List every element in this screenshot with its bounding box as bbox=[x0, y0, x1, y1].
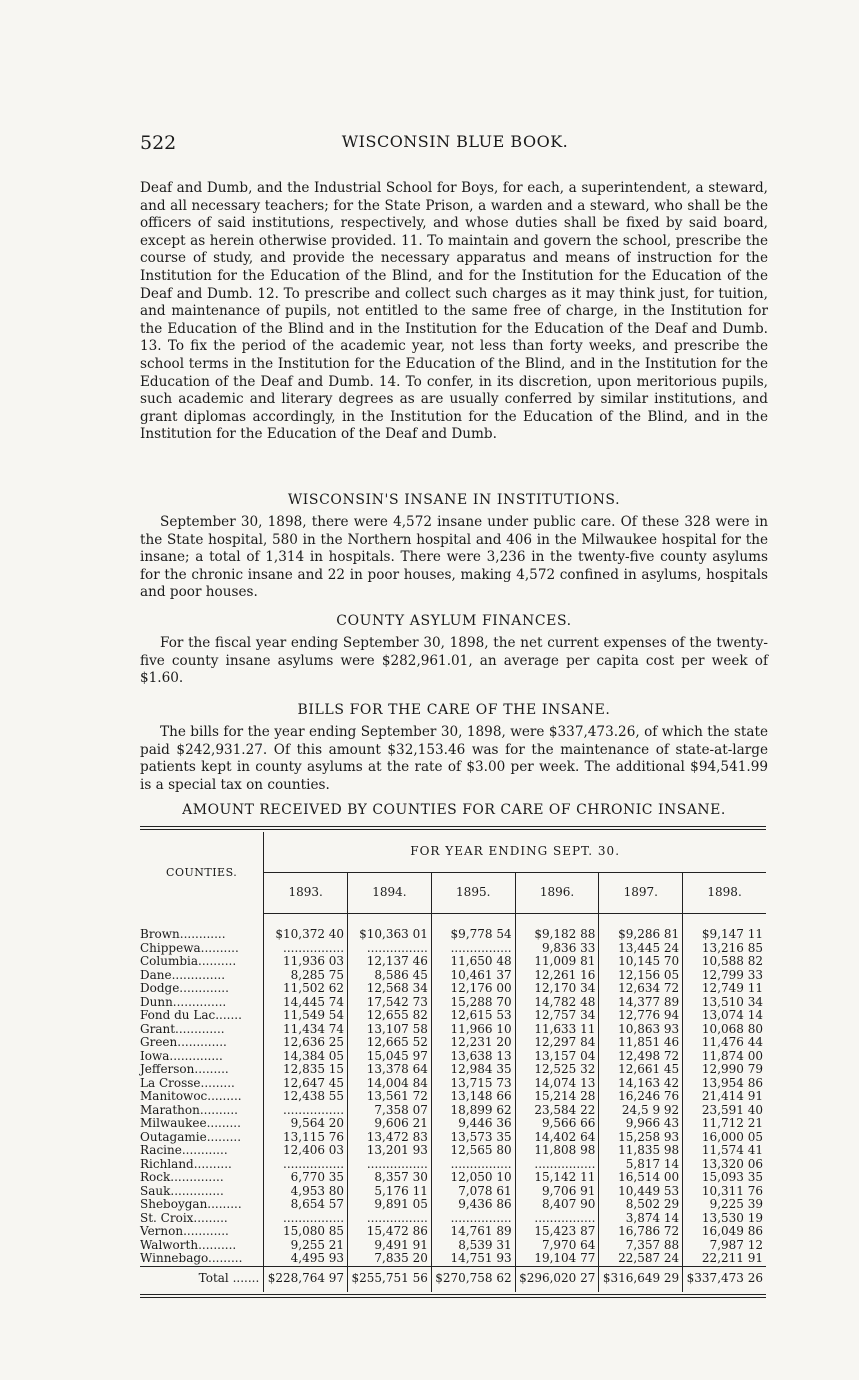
amount-cell: 12,170 34 bbox=[515, 982, 599, 996]
amount-cell: 12,156 05 bbox=[599, 969, 683, 983]
amount-cell: 23,591 40 bbox=[701, 1102, 763, 1117]
county-name: Winnebago......... bbox=[140, 1252, 264, 1266]
county-name: Sauk.............. bbox=[140, 1185, 264, 1199]
county-name: Walworth.......... bbox=[140, 1239, 264, 1253]
table-row bbox=[140, 1185, 766, 1199]
amount-cell: 16,246 76 bbox=[599, 1090, 683, 1104]
amount-cell: 12,799 33 bbox=[701, 967, 763, 982]
amount-cell: ................ bbox=[431, 1212, 515, 1226]
amount-cell: 3,874 14 bbox=[599, 1212, 683, 1226]
table-row bbox=[140, 942, 766, 956]
table-row bbox=[140, 928, 766, 942]
amount-cell: 11,712 21 bbox=[701, 1116, 763, 1130]
amount-cell: 12,647 45 bbox=[264, 1077, 348, 1091]
table-row bbox=[140, 969, 766, 983]
county-name: La Crosse......... bbox=[140, 1077, 264, 1091]
table-top-rule bbox=[140, 826, 766, 827]
amount-cell: 12,757 34 bbox=[515, 1009, 599, 1023]
amount-cell: 12,749 11 bbox=[701, 981, 763, 995]
amount-cell: 9,436 86 bbox=[431, 1198, 515, 1212]
table-row bbox=[140, 1063, 766, 1077]
amount-cell: ................ bbox=[264, 1104, 348, 1118]
amount-cell: 12,050 10 bbox=[431, 1171, 515, 1185]
amount-cell: 12,636 25 bbox=[264, 1036, 348, 1050]
amount-cell: 12,498 72 bbox=[599, 1050, 683, 1064]
amount-cell: 10,311 76 bbox=[701, 1183, 763, 1198]
amount-cell: 9,255 21 bbox=[264, 1239, 348, 1253]
amount-cell: 16,786 72 bbox=[599, 1225, 683, 1239]
amount-cell: 10,863 93 bbox=[599, 1023, 683, 1037]
amount-cell: 14,163 42 bbox=[599, 1077, 683, 1091]
amount-cell: 7,358 07 bbox=[348, 1104, 432, 1118]
total-label: Total ....... bbox=[140, 1266, 264, 1292]
amount-cell: 9,491 91 bbox=[348, 1239, 432, 1253]
amount-cell: 12,568 34 bbox=[348, 982, 432, 996]
amount-cell: 9,564 20 bbox=[264, 1117, 348, 1131]
amount-cell: 13,510 34 bbox=[701, 994, 763, 1009]
amount-cell: 13,157 04 bbox=[515, 1050, 599, 1064]
county-name: Dunn.............. bbox=[140, 996, 264, 1010]
amount-cell: 5,176 11 bbox=[348, 1185, 432, 1199]
amount-cell: ................ bbox=[515, 1212, 599, 1226]
amount-cell: 16,000 05 bbox=[701, 1129, 763, 1144]
amount-cell: 13,201 93 bbox=[348, 1144, 432, 1158]
amount-cell: 11,808 98 bbox=[515, 1144, 599, 1158]
amount-cell: 9,446 36 bbox=[431, 1117, 515, 1131]
amount-cell: 15,142 11 bbox=[515, 1171, 599, 1185]
amount-cell: 10,461 37 bbox=[431, 969, 515, 983]
amount-cell: ................ bbox=[264, 1212, 348, 1226]
amount-cell: 12,261 16 bbox=[515, 969, 599, 983]
amount-cell: 11,835 98 bbox=[599, 1144, 683, 1158]
amount-cell: 12,297 84 bbox=[515, 1036, 599, 1050]
amount-cell: 13,954 86 bbox=[701, 1075, 763, 1090]
amount-cell: ................ bbox=[348, 1158, 432, 1172]
amount-cell: 14,377 89 bbox=[599, 996, 683, 1010]
amount-cell: 12,137 46 bbox=[348, 955, 432, 969]
amount-cell: 22,587 24 bbox=[599, 1252, 683, 1266]
table-row bbox=[140, 1117, 766, 1131]
amount-cell: 8,586 45 bbox=[348, 969, 432, 983]
amount-cell: 12,634 72 bbox=[599, 982, 683, 996]
amount-cell: ................ bbox=[264, 942, 348, 956]
table-title: AMOUNT RECEIVED BY COUNTIES FOR CARE OF CHRONIC INSANE. bbox=[182, 802, 726, 818]
amount-cell: 11,650 48 bbox=[431, 955, 515, 969]
amount-cell: 9,706 91 bbox=[515, 1185, 599, 1199]
table-body bbox=[140, 914, 766, 1267]
county-name: Richland.......... bbox=[140, 1158, 264, 1172]
amount-cell: 14,004 84 bbox=[348, 1077, 432, 1091]
paragraph-county-asylum-finances: For the fiscal year ending September 30, 1898, the net current expenses of the twenty-five county insane asylums were $282,961.01, an average per capita cost per week of $1.60. bbox=[140, 635, 768, 687]
amount-cell: 12,835 15 bbox=[264, 1063, 348, 1077]
amount-cell: 15,288 70 bbox=[431, 996, 515, 1010]
table-row bbox=[140, 1077, 766, 1091]
amount-cell: 14,384 05 bbox=[264, 1050, 348, 1064]
table-row bbox=[140, 1225, 766, 1239]
amount-cell: 18,899 62 bbox=[431, 1104, 515, 1118]
county-name: St. Croix......... bbox=[140, 1212, 264, 1226]
amount-cell: 15,423 87 bbox=[515, 1225, 599, 1239]
amount-cell: 11,476 44 bbox=[701, 1035, 763, 1049]
year-header: 1897. bbox=[599, 873, 683, 914]
amount-cell: 15,214 28 bbox=[515, 1090, 599, 1104]
table-row bbox=[140, 1212, 766, 1226]
table-bottom-rule-2 bbox=[140, 1297, 766, 1298]
page-header bbox=[140, 132, 770, 162]
amount-cell: 13,445 24 bbox=[599, 942, 683, 956]
amount-cell: 15,093 35 bbox=[701, 1170, 763, 1184]
amount-cell: 14,782 48 bbox=[515, 996, 599, 1010]
amount-cell: 17,542 73 bbox=[348, 996, 432, 1010]
amount-cell: 12,615 53 bbox=[431, 1009, 515, 1023]
spacer-row bbox=[140, 914, 766, 929]
amount-cell: 13,573 35 bbox=[431, 1131, 515, 1145]
amount-cell: 10,068 80 bbox=[701, 1021, 763, 1036]
table-row bbox=[140, 1090, 766, 1104]
amount-cell: 24,5 9 92 bbox=[599, 1104, 683, 1118]
amount-cell: 12,176 00 bbox=[431, 982, 515, 996]
total-cell: $228,764 97 bbox=[264, 1266, 348, 1292]
paragraph-continued: Deaf and Dumb, and the Industrial School for Boys, for each, a superintendent, a steward, and all necessary teachers; for the State Prison, a warden and a steward, who shall be the officers of said institutions, respectively, and whose duties shall be fixed by said board, except as herein otherwise provided. 11. To maintain and govern the school, prescribe the course of study, and provide the necessary apparatus and means of instruction for the Institution for the Education of the Blind, and for the Institution for the Education of the Deaf and Dumb. 12. To prescribe and collect such charges as it may think just, for tuition, and maintenance of pupils, not entitled to the same free of charge, in the Institution for the Education of the Blind and in the Institution for the Education of the Deaf and Dumb. 13. To fix the period of the academic year, not less than forty weeks, and prescribe the school terms in the Institution for the Education of the Blind, and in the Institution for the Education of the Deaf and Dumb. 14. To confer, in its discretion, upon meritorious pupils, such academic and literary degrees as are usually conferred by similar institutions, and grant diplomas accordingly, in the Institution for the Education of the Blind, and in the Institution for the Education of the Deaf and Dumb. bbox=[140, 180, 768, 443]
county-name: Vernon............ bbox=[140, 1225, 264, 1239]
county-name: Rock.............. bbox=[140, 1171, 264, 1185]
paragraph-bills-care-insane: The bills for the year ending September 30, 1898, were $337,473.26, of which the state paid $242,931.27. Of this amount $32,153.46 was for the maintenance of state-at-large patients kept in county asylums at the rate of $3.00 per week. The additional $94,541.99 is a special tax on counties. bbox=[140, 724, 768, 793]
table-row bbox=[140, 1239, 766, 1253]
amount-cell: 11,549 54 bbox=[264, 1009, 348, 1023]
counties-header: COUNTIES. bbox=[140, 832, 264, 914]
amount-cell: $9,147 11 bbox=[701, 927, 763, 941]
amount-cell: 10,145 70 bbox=[599, 955, 683, 969]
county-name: Grant............. bbox=[140, 1023, 264, 1037]
amount-cell: 10,449 53 bbox=[599, 1185, 683, 1199]
amount-cell: 13,115 76 bbox=[264, 1131, 348, 1145]
amount-cell: 22,211 91 bbox=[701, 1251, 763, 1265]
amount-cell: 11,434 74 bbox=[264, 1023, 348, 1037]
amount-cell: 7,357 88 bbox=[599, 1239, 683, 1253]
county-name: Brown............ bbox=[140, 928, 264, 942]
chronic-insane-table bbox=[140, 832, 766, 1292]
amount-cell: 9,966 43 bbox=[599, 1117, 683, 1131]
amount-cell: 13,638 13 bbox=[431, 1050, 515, 1064]
amount-cell: 6,770 35 bbox=[264, 1171, 348, 1185]
amount-cell: 14,761 89 bbox=[431, 1225, 515, 1239]
amount-cell: 13,530 19 bbox=[701, 1210, 763, 1225]
total-cell: $255,751 56 bbox=[348, 1266, 432, 1292]
county-name: Iowa.............. bbox=[140, 1050, 264, 1064]
amount-cell: ................ bbox=[431, 942, 515, 956]
amount-cell: 7,970 64 bbox=[515, 1239, 599, 1253]
table-row bbox=[140, 1104, 766, 1118]
table-row bbox=[140, 996, 766, 1010]
table-row bbox=[140, 1252, 766, 1266]
amount-cell: 11,851 46 bbox=[599, 1036, 683, 1050]
amount-cell: 15,080 85 bbox=[264, 1225, 348, 1239]
county-name: Green............. bbox=[140, 1036, 264, 1050]
table-row bbox=[140, 1023, 766, 1037]
county-name: Dodge............. bbox=[140, 982, 264, 996]
amount-cell: 8,539 31 bbox=[431, 1239, 515, 1253]
amount-cell: $10,363 01 bbox=[348, 928, 432, 942]
total-cell: $337,473 26 bbox=[683, 1266, 766, 1292]
amount-cell: 11,009 81 bbox=[515, 955, 599, 969]
amount-cell: 11,874 00 bbox=[701, 1048, 763, 1063]
total-cell: $316,649 29 bbox=[599, 1266, 683, 1292]
amount-cell: 15,258 93 bbox=[599, 1131, 683, 1145]
county-name: Jefferson......... bbox=[140, 1063, 264, 1077]
amount-cell: 9,836 33 bbox=[515, 942, 599, 956]
amount-cell: 13,472 83 bbox=[348, 1131, 432, 1145]
amount-cell: 9,606 21 bbox=[348, 1117, 432, 1131]
amount-cell: 8,654 57 bbox=[264, 1198, 348, 1212]
county-name: Racine............ bbox=[140, 1144, 264, 1158]
running-title: WISCONSIN BLUE BOOK. bbox=[341, 132, 569, 151]
amount-cell: 19,104 77 bbox=[515, 1252, 599, 1266]
year-header: 1896. bbox=[515, 873, 599, 914]
amount-cell: 12,990 79 bbox=[701, 1062, 763, 1076]
amount-cell: 21,414 91 bbox=[701, 1089, 763, 1103]
amount-cell: 13,107 58 bbox=[348, 1023, 432, 1037]
amount-cell: 5,817 14 bbox=[599, 1158, 683, 1172]
amount-cell: 12,565 80 bbox=[431, 1144, 515, 1158]
table-row bbox=[140, 1131, 766, 1145]
table-row bbox=[140, 1036, 766, 1050]
county-name: Marathon.......... bbox=[140, 1104, 264, 1118]
table-row bbox=[140, 1144, 766, 1158]
heading-county-asylum-finances: COUNTY ASYLUM FINANCES. bbox=[336, 613, 572, 629]
heading-bills-care-insane: BILLS FOR THE CARE OF THE INSANE. bbox=[297, 702, 611, 718]
amount-cell: 4,953 80 bbox=[264, 1185, 348, 1199]
amount-cell: 11,633 11 bbox=[515, 1023, 599, 1037]
year-header: 1895. bbox=[431, 873, 515, 914]
amount-cell: $10,372 40 bbox=[264, 928, 348, 942]
amount-cell: 16,049 86 bbox=[701, 1224, 763, 1238]
amount-cell: 13,320 06 bbox=[701, 1156, 763, 1171]
amount-cell: 9,225 39 bbox=[709, 1197, 763, 1211]
amount-cell: 12,231 20 bbox=[431, 1036, 515, 1050]
paragraph-insane-in-institutions: September 30, 1898, there were 4,572 insane under public care. Of these 328 were in the State hospital, 580 in the Northern hospital and 406 in the Milwaukee hospital for the insane; a total of 1,314 in hospitals. There were 3,236 in the twenty-five county asylums for the chronic insane and 22 in poor houses, making 4,572 confined in asylums, hospitals and poor houses. bbox=[140, 514, 768, 601]
amount-cell: 12,406 03 bbox=[264, 1144, 348, 1158]
table-bottom-rule bbox=[140, 1294, 766, 1295]
amount-cell: 23,584 22 bbox=[515, 1104, 599, 1118]
amount-cell: 13,715 73 bbox=[431, 1077, 515, 1091]
amount-cell: ................ bbox=[431, 1158, 515, 1172]
amount-cell: ................ bbox=[348, 1212, 432, 1226]
amount-cell: $9,778 54 bbox=[431, 928, 515, 942]
amount-cell: $9,286 81 bbox=[599, 928, 683, 942]
amount-cell: 11,966 10 bbox=[431, 1023, 515, 1037]
amount-cell: ................ bbox=[264, 1158, 348, 1172]
county-name: Fond du Lac....... bbox=[140, 1009, 264, 1023]
page-number: 522 bbox=[140, 132, 177, 154]
total-cell: $270,758 62 bbox=[431, 1266, 515, 1292]
heading-insane-in-institutions: WISCONSIN'S INSANE IN INSTITUTIONS. bbox=[287, 492, 621, 508]
amount-cell: 13,074 14 bbox=[701, 1008, 763, 1022]
amount-cell: 7,078 61 bbox=[431, 1185, 515, 1199]
county-name: Milwaukee......... bbox=[140, 1117, 264, 1131]
total-row bbox=[140, 1266, 766, 1292]
amount-cell: 12,655 82 bbox=[348, 1009, 432, 1023]
amount-cell: 4,495 93 bbox=[264, 1252, 348, 1266]
table-row bbox=[140, 1171, 766, 1185]
table-row bbox=[140, 1050, 766, 1064]
county-name: Manitowoc......... bbox=[140, 1090, 264, 1104]
county-name: Sheboygan......... bbox=[140, 1198, 264, 1212]
amount-cell: 10,588 82 bbox=[701, 954, 763, 968]
year-header: 1898. bbox=[683, 873, 766, 914]
table-row bbox=[140, 1158, 766, 1172]
amount-cell: 8,407 90 bbox=[515, 1198, 599, 1212]
amount-cell: 12,984 35 bbox=[431, 1063, 515, 1077]
amount-cell: 8,285 75 bbox=[264, 969, 348, 983]
amount-cell: 16,514 00 bbox=[599, 1171, 683, 1185]
amount-cell: 8,357 30 bbox=[348, 1171, 432, 1185]
amount-cell: 12,438 55 bbox=[264, 1090, 348, 1104]
year-header: 1894. bbox=[348, 873, 432, 914]
year-ending-header: FOR YEAR ENDING SEPT. 30. bbox=[264, 832, 766, 873]
amount-cell: 11,574 41 bbox=[701, 1143, 763, 1157]
amount-cell: 9,891 05 bbox=[348, 1198, 432, 1212]
amount-cell: 14,074 13 bbox=[515, 1077, 599, 1091]
total-cell: $296,020 27 bbox=[515, 1266, 599, 1292]
amount-cell: 13,216 85 bbox=[701, 940, 763, 955]
amount-cell: ................ bbox=[348, 942, 432, 956]
amount-cell: 12,525 32 bbox=[515, 1063, 599, 1077]
amount-cell: ................ bbox=[515, 1158, 599, 1172]
county-name: Dane.............. bbox=[140, 969, 264, 983]
amount-cell: 13,148 66 bbox=[431, 1090, 515, 1104]
amount-cell: 7,987 12 bbox=[709, 1237, 763, 1252]
amount-cell: 12,665 52 bbox=[348, 1036, 432, 1050]
amount-cell: 9,566 66 bbox=[515, 1117, 599, 1131]
table-row bbox=[140, 1198, 766, 1212]
amount-cell: 12,776 94 bbox=[599, 1009, 683, 1023]
table-row bbox=[140, 955, 766, 969]
amount-cell: 14,402 64 bbox=[515, 1131, 599, 1145]
table-top-rule-2 bbox=[140, 829, 766, 830]
amount-cell: 13,561 72 bbox=[348, 1090, 432, 1104]
amount-cell: 15,045 97 bbox=[348, 1050, 432, 1064]
county-name: Columbia.......... bbox=[140, 955, 264, 969]
amount-cell: 7,835 20 bbox=[348, 1252, 432, 1266]
amount-cell: 13,378 64 bbox=[348, 1063, 432, 1077]
amount-cell: 12,661 45 bbox=[599, 1063, 683, 1077]
amount-cell: $9,182 88 bbox=[515, 928, 599, 942]
year-header: 1893. bbox=[264, 873, 348, 914]
county-name: Outagamie......... bbox=[140, 1131, 264, 1145]
amount-cell: 11,936 03 bbox=[264, 955, 348, 969]
table-row bbox=[140, 1009, 766, 1023]
amount-cell: 15,472 86 bbox=[348, 1225, 432, 1239]
amount-cell: 8,502 29 bbox=[599, 1198, 683, 1212]
table-row bbox=[140, 982, 766, 996]
county-name: Chippewa.......... bbox=[140, 942, 264, 956]
amount-cell: 14,445 74 bbox=[264, 996, 348, 1010]
amount-cell: 11,502 62 bbox=[264, 982, 348, 996]
amount-cell: 14,751 93 bbox=[431, 1252, 515, 1266]
